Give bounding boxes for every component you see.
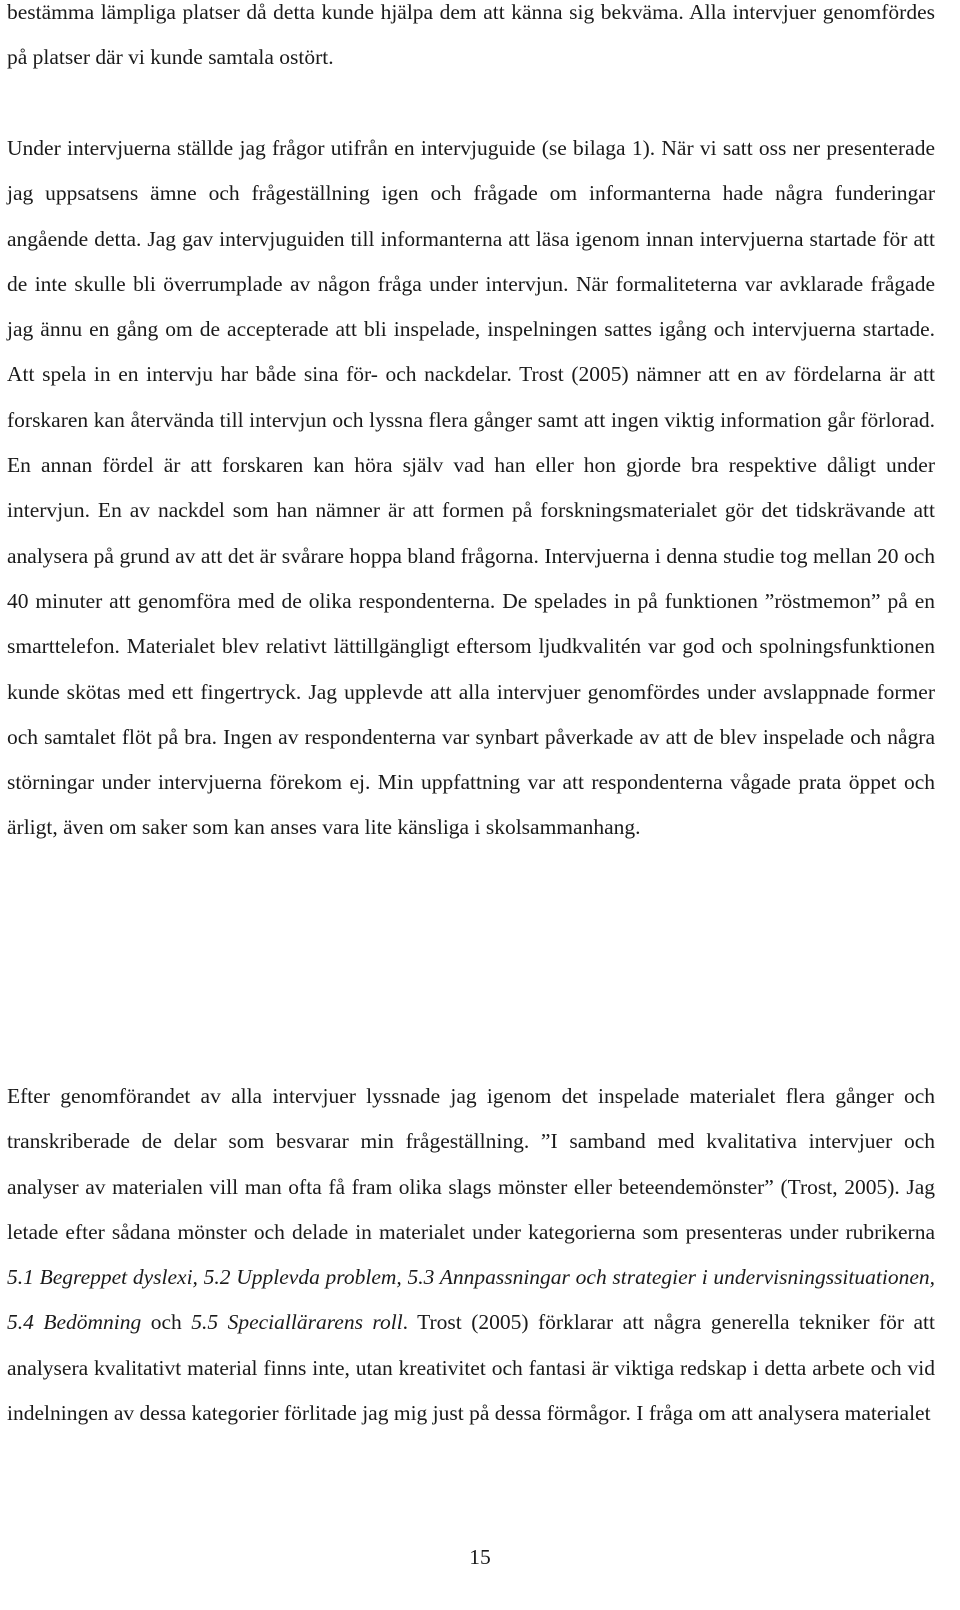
page-number: 15 (469, 1545, 491, 1569)
section-reference-list: 5.1 Begreppet dyslexi, 5.2 Upplevda problem, 5.3 Annpassningar och strategier i undervisningssituationen, 5.4 Bedömning (7, 1265, 935, 1335)
paragraph-3-text-3: . Trost (2005) förklarar att några generella tekniker för att analysera kvalitativt material finns inte, utan kreativitet och fantasi är viktiga redskap i detta arbete och vid indelningen av dessa kategorier förlitade jag mig just på dessa förmågor. I fråga om att analysera materialet (7, 1310, 935, 1426)
paragraph-3-text-1: Efter genomförandet av alla intervjuer lyssnade jag igenom det inspelade materialet flera gånger och transkriberade de delar som besvarar min frågeställning. ”I samband med kvalitativa intervjuer och analyser av materialen vill man ofta få fram olika slags mönster eller beteendemönster” (Trost, 2005). Jag letade efter sådana mönster och delade in materialet under kategorierna som presenteras under rubrikerna (7, 1084, 935, 1244)
paragraph-1: bestämma lämpliga platser då detta kunde hjälpa dem att känna sig bekväma. Alla intervjuer genomfördes på platser där vi kunde samtala ostört. (7, 0, 935, 70)
paragraph-2: Under intervjuerna ställde jag frågor utifrån en intervjuguide (se bilaga 1). När vi satt oss ner presenterade jag uppsatsens ämne och frågeställning igen och frågade om informanterna hade några funderingar angående detta. Jag gav intervjuguiden till informanterna att läsa igenom innan intervjuerna startade för att de inte skulle bli överrumplade av någon fråga under intervjun. När formaliteterna var avklarade frågade jag ännu en gång om de accepterade att bli inspelade, inspelningen sattes igång och intervjuerna startade. Att spela in en intervju har både sina för- och nackdelar. Trost (2005) nämner att en av fördelarna är att forskaren kan återvända till intervjun och lyssna flera gånger samt att ingen viktig information går förlorad. En annan fördel är att forskaren kan höra själv vad han eller hon gjorde bra respektive dåligt under intervjun. En av nackdel som han nämner är att formen på forskningsmaterialet gör det tidskrävande att analysera på grund av att det är svårare hoppa bland frågorna. Intervjuerna i denna studie tog mellan 20 och 40 minuter att genomföra med de olika respondenterna. De spelades in på funktionen ”röstmemon” på en smarttelefon. Materialet blev relativt lättillgängligt eftersom ljudkvalitén var god och spolningsfunktionen kunde skötas med ett fingertryck. Jag upplevde att alla intervjuer genomfördes under avslappnade former och samtalet flöt på bra. Ingen av respondenterna var synbart påverkade av att de blev inspelade och några störningar under intervjuerna förekom ej. Min uppfattning var att respondenterna vågade prata öppet och ärligt, även om saker som kan anses vara lite känsliga i skolsammanhang. (7, 136, 935, 840)
section-reference-last: 5.5 Speciallärarens roll (191, 1310, 403, 1335)
paragraph-3 (7, 1074, 935, 1436)
paragraph-3-text-2: och (141, 1310, 192, 1335)
